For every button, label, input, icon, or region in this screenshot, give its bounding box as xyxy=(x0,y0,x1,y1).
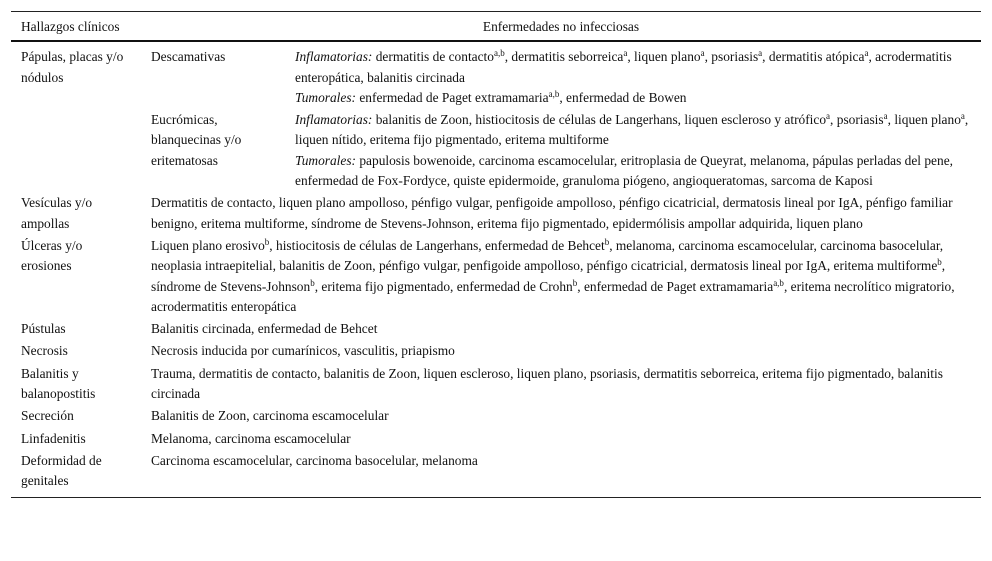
diseases-cell xyxy=(141,450,981,497)
cell-text: Necrosis inducida por cumarínicos, vasculitis, priapismo xyxy=(151,343,455,359)
header-row xyxy=(11,12,981,42)
finding-cell: Pápulas, placas y/o nódulos xyxy=(21,49,124,85)
diseases-cell xyxy=(141,340,981,362)
footnote-mark: a xyxy=(758,48,763,59)
table-body xyxy=(11,41,981,497)
footnote-mark: a xyxy=(826,111,831,122)
category-label: Tumorales: xyxy=(295,89,357,105)
diseases-cell xyxy=(141,235,981,318)
diseases-cell xyxy=(285,41,981,109)
finding-cell: Úlceras y/o erosiones xyxy=(21,237,83,274)
cell-text: balanitis de Zoon, histiocitosis de células de Langerhans, liquen escleroso y atrófico xyxy=(372,112,827,128)
cell-text: , dermatitis atópica xyxy=(762,49,865,65)
finding-cell: Vesículas y/o ampollas xyxy=(21,195,93,231)
cell-text: papulosis bowenoide, carcinoma escamocelular, eritroplasia de Queyrat, melanoma, pápulas perladas del pene, enfermedad de Fox-Fordyce, quiste epidermoide, granuloma piógeno, angioqueratomas, sarcoma de Kaposi xyxy=(295,152,953,189)
table-row xyxy=(11,192,981,235)
finding-cell: Deformidad de genitales xyxy=(21,452,102,489)
footnote-mark: a,b xyxy=(493,48,505,59)
cell-text: Liquen plano erosivo xyxy=(151,237,265,253)
cell-text: Carcinoma escamocelular, carcinoma basocelular, melanoma xyxy=(151,452,478,468)
cell-text: Melanoma, carcinoma escamocelular xyxy=(151,430,351,446)
cell-text: , dermatitis seborreica xyxy=(504,49,624,65)
diseases-cell xyxy=(141,405,981,427)
diseases-cell xyxy=(141,192,981,235)
footnote-mark: a xyxy=(700,48,705,59)
category-label: Inflamatorias: xyxy=(295,112,373,128)
cell-text: Trauma, dermatitis de contacto, balanitis de Zoon, liquen escleroso, liquen plano, psoriasis, dermatitis seborreica, eritema fijo pigmentado, balanitis circinada xyxy=(151,365,943,402)
footnote-mark: a,b xyxy=(548,88,560,99)
footnote-mark: a,b xyxy=(773,277,784,288)
findings-table xyxy=(11,11,981,498)
category-label: Tumorales: xyxy=(295,152,357,168)
category-label: Inflamatorias: xyxy=(295,49,373,65)
table-row xyxy=(11,405,981,427)
cell-text: , enfermedad de Bowen xyxy=(559,89,687,105)
subtype-cell: Eucrómicas, blanquecinas y/o eritematosas xyxy=(151,112,242,168)
table-row xyxy=(11,340,981,362)
subtype-cell: Descamativas xyxy=(151,49,226,65)
cell-text: , melanoma, carcinoma escamocelular, carcinoma basocelular, neoplasia intraepitelial, balanitis de Zoon, pénfigo vulgar, penfigoide ampolloso, pénfigo cicatricial, dermatosis lineal por IgA, eritema multiforme xyxy=(151,237,944,274)
finding-cell: Pústulas xyxy=(21,321,66,337)
cell-text: Dermatitis de contacto, liquen plano ampolloso, pénfigo vulgar, penfigoide ampolloso, pénfigo cicatricial, dermatosis lineal por IgA, pénfigo familiar benigno, eritema multiforme, síndrome de Stevens-Johnson, eritema fijo pigmentado, epidermólisis ampollar adquirida, liquen plano xyxy=(151,195,953,231)
cell-text: , eritema fijo pigmentado, enfermedad de Crohn xyxy=(314,278,573,294)
cell-text: Balanitis circinada, enfermedad de Behcet xyxy=(151,321,378,337)
table-row xyxy=(11,450,981,497)
header-diseases: Enfermedades no infecciosas xyxy=(141,12,981,42)
table-row xyxy=(11,428,981,450)
diseases-cell xyxy=(141,428,981,450)
table-row xyxy=(11,318,981,340)
table-row xyxy=(11,109,981,192)
table-row xyxy=(11,363,981,406)
cell-text: , psoriasis xyxy=(830,112,884,128)
footnote-mark: b xyxy=(310,277,315,288)
footnote-mark: a xyxy=(960,111,965,122)
table-row xyxy=(11,235,981,318)
table-row xyxy=(11,41,981,109)
cell-text: Balanitis de Zoon, carcinoma escamocelular xyxy=(151,408,389,424)
footnote-mark: b xyxy=(572,277,578,288)
diseases-cell xyxy=(141,363,981,406)
finding-cell: Linfadenitis xyxy=(21,430,86,446)
footnote-mark: b xyxy=(264,236,270,247)
footnote-mark: b xyxy=(604,236,610,247)
diseases-cell xyxy=(141,318,981,340)
footnote-mark: a xyxy=(864,48,869,59)
header-findings: Hallazgos clínicos xyxy=(11,12,141,42)
cell-text: enfermedad de Paget extramamaria xyxy=(356,89,549,105)
cell-text: dermatitis de contacto xyxy=(372,49,494,65)
finding-cell: Necrosis xyxy=(21,343,68,359)
cell-text: , psoriasis xyxy=(704,49,759,65)
cell-text: , enfermedad de Paget extramamaria xyxy=(577,278,774,294)
cell-text: , histiocitosis de células de Langerhans, enfermedad de Behcet xyxy=(269,237,605,253)
finding-cell: Balanitis y balanopostitis xyxy=(21,365,96,402)
footnote-mark: a xyxy=(623,48,628,59)
diseases-cell xyxy=(285,109,981,192)
footnote-mark: a xyxy=(883,111,888,122)
cell-text: , liquen plano xyxy=(627,49,701,65)
finding-cell: Secreción xyxy=(21,408,74,424)
cell-text: , acrodermatitis enteropática, balanitis circinada xyxy=(295,49,952,85)
cell-text: , liquen nítido, eritema fijo pigmentado, eritema multiforme xyxy=(295,112,969,148)
cell-text: , eritema necrolítico migratorio, acrodermatitis enteropática xyxy=(151,278,955,314)
cell-text: , liquen plano xyxy=(887,112,961,128)
cell-text: , síndrome de Stevens-Johnson xyxy=(151,258,946,294)
footnote-mark: b xyxy=(937,257,942,268)
